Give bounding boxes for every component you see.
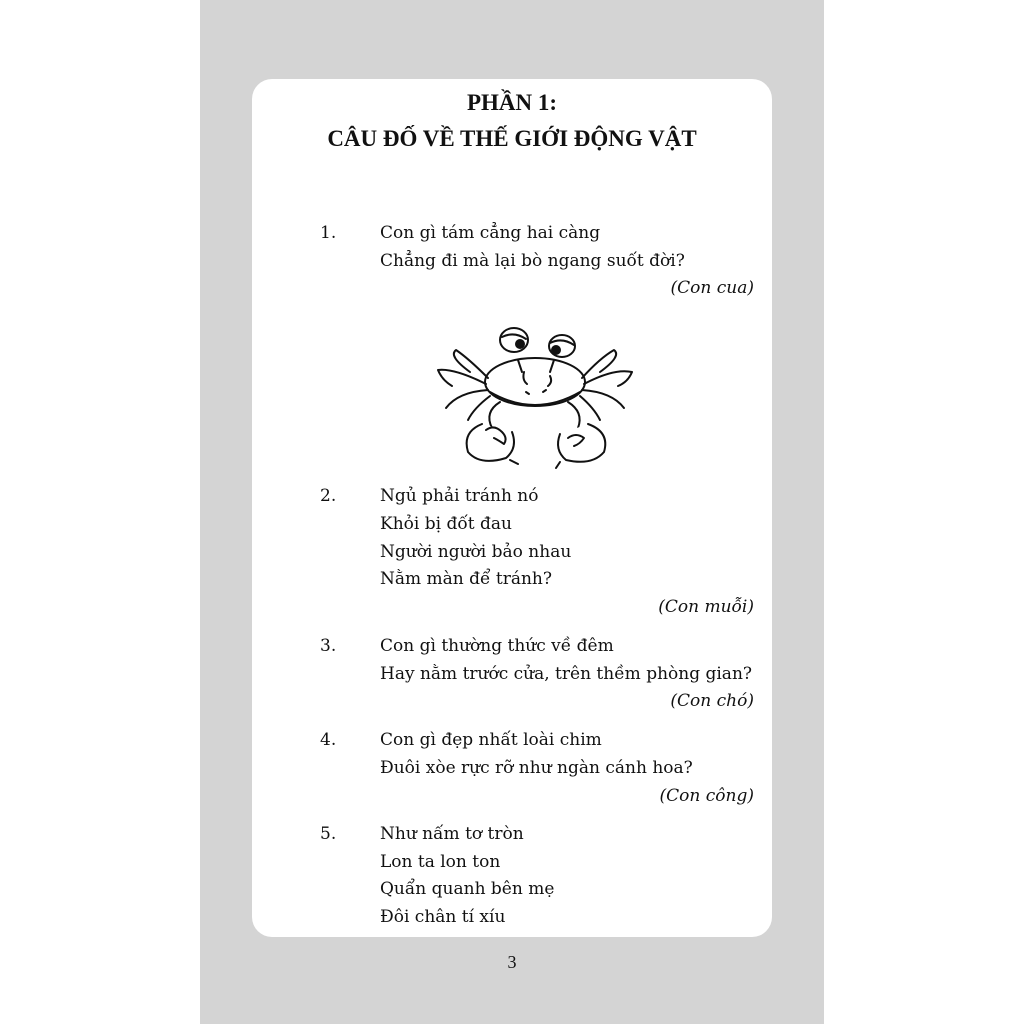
riddle-line: Nằm màn để tránh? bbox=[380, 569, 552, 589]
page-number: 3 bbox=[507, 952, 517, 972]
riddle-number: 4. bbox=[320, 730, 337, 750]
riddle-line: Đôi chân tí xíu bbox=[380, 907, 506, 927]
riddle-line: Khỏi bị đốt đau bbox=[380, 514, 512, 534]
riddle-line: Con gì đẹp nhất loài chim bbox=[380, 730, 602, 750]
section-subtitle: CÂU ĐỐ VỀ THẾ GIỚI ĐỘNG VẬT bbox=[327, 126, 697, 151]
book-page bbox=[200, 0, 824, 1024]
riddle-line: Con gì tám cẳng hai càng bbox=[380, 223, 601, 243]
content-card bbox=[252, 79, 772, 937]
riddle-answer: (Con cua) bbox=[670, 278, 754, 298]
riddle-answer: (Con muỗi) bbox=[658, 597, 754, 617]
crab-illustration bbox=[428, 320, 642, 472]
riddle-number: 1. bbox=[320, 223, 337, 243]
riddle-answer: (Con chó) bbox=[670, 691, 754, 711]
riddle-line: Quẩn quanh bên mẹ bbox=[380, 879, 555, 899]
riddle-line: Như nấm tơ tròn bbox=[380, 824, 524, 844]
riddle-answer: (Con công) bbox=[659, 786, 754, 806]
riddle-number: 3. bbox=[320, 636, 337, 656]
riddle-number: 5. bbox=[320, 824, 337, 844]
section-title: PHẦN 1: bbox=[466, 90, 558, 115]
riddle-line: Người người bảo nhau bbox=[380, 542, 572, 562]
riddle-number: 2. bbox=[320, 486, 337, 506]
riddle-line: Con gì thường thức về đêm bbox=[380, 636, 614, 656]
riddle-line: Hay nằm trước cửa, trên thềm phòng gian? bbox=[380, 664, 753, 684]
riddle-line: Đuôi xòe rực rỡ như ngàn cánh hoa? bbox=[380, 758, 693, 778]
riddle-line: Ngủ phải tránh nó bbox=[380, 486, 539, 506]
riddle-line: Chẳng đi mà lại bò ngang suốt đời? bbox=[380, 251, 685, 271]
riddle-line: Lon ta lon ton bbox=[380, 852, 501, 872]
